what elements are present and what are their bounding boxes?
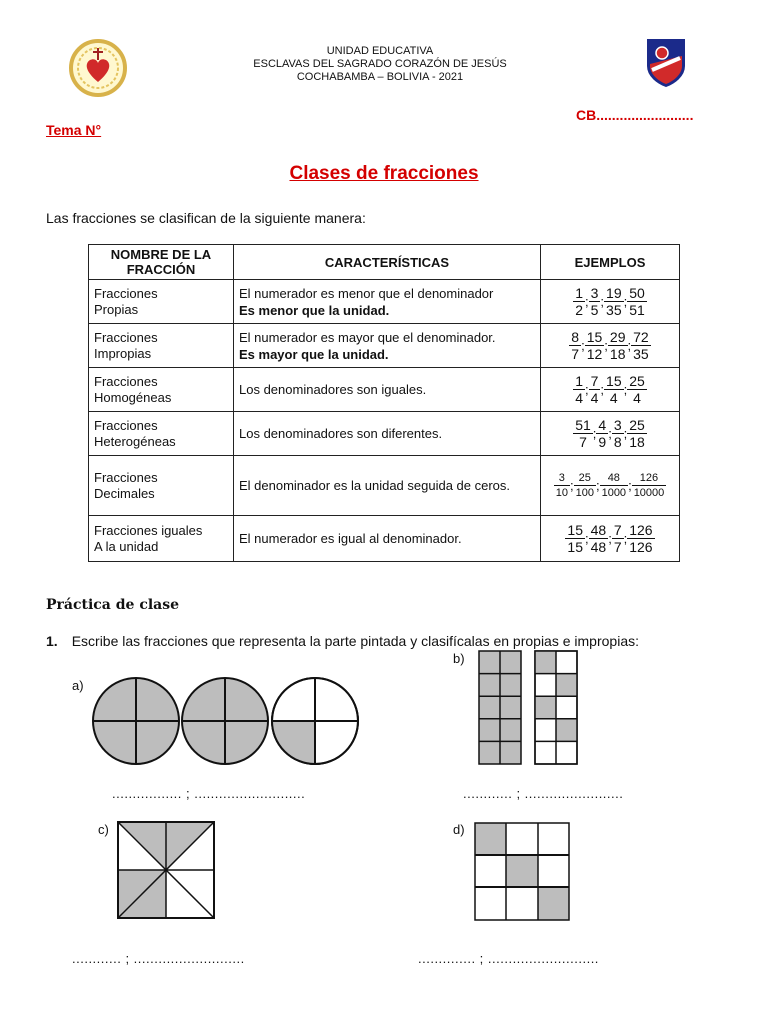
page-title: Clases de fracciones bbox=[289, 163, 479, 184]
numerator: 48 bbox=[600, 471, 628, 486]
characteristics-text: El denominador es la unidad seguida de ceros. bbox=[239, 478, 511, 493]
numerator: 15 bbox=[586, 329, 603, 345]
question-number: 1. bbox=[46, 633, 58, 649]
fraction-type-cell bbox=[89, 516, 234, 562]
denominator: 7 bbox=[571, 346, 580, 362]
denominator: 35 bbox=[606, 302, 622, 318]
fraction-type-line-2: Impropias bbox=[94, 345, 152, 361]
separator: ; bbox=[623, 531, 628, 546]
tema-label: Tema N° bbox=[46, 122, 102, 138]
numerator: 25 bbox=[574, 471, 596, 486]
separator: ; bbox=[569, 478, 574, 493]
table-row bbox=[89, 456, 680, 516]
fraction-type-cell bbox=[89, 280, 234, 324]
separator: ; bbox=[627, 338, 632, 353]
fraction-example bbox=[612, 417, 624, 450]
fraction-example bbox=[627, 417, 647, 450]
denominator: 1000 bbox=[601, 487, 627, 499]
grid-b-left bbox=[479, 651, 521, 764]
characteristics-text: El numerador es mayor que el denominador. bbox=[239, 329, 496, 345]
fraction-type-line-1: Fracciones bbox=[94, 373, 158, 389]
characteristics-cell bbox=[234, 324, 541, 368]
numerator: 19 bbox=[606, 285, 622, 301]
characteristics-text: Los denominadores son diferentes. bbox=[239, 426, 443, 441]
denominator: 7 bbox=[579, 434, 587, 450]
fraction-example bbox=[604, 373, 624, 406]
label-d: d) bbox=[453, 822, 465, 837]
numerator: 3 bbox=[554, 471, 570, 486]
separator: ; bbox=[584, 382, 589, 397]
fraction-example bbox=[573, 373, 585, 406]
fraction-type-line-1: Fracciones bbox=[94, 285, 158, 301]
denominator: 12 bbox=[586, 346, 603, 362]
label-c: c) bbox=[98, 822, 109, 837]
answer-c: ............ ; ........................... bbox=[72, 951, 245, 966]
denominator: 4 bbox=[609, 390, 618, 406]
characteristics-text: El numerador es menor que el denominador bbox=[239, 285, 494, 301]
numerator: 1 bbox=[575, 373, 583, 389]
separator: ; bbox=[608, 531, 612, 546]
table-row bbox=[89, 516, 680, 562]
circle-3 bbox=[272, 678, 358, 764]
table-row bbox=[89, 324, 680, 368]
numerator: 25 bbox=[629, 417, 645, 433]
separator: ; bbox=[600, 294, 605, 309]
numerator: 7 bbox=[590, 373, 599, 389]
fraction-example bbox=[589, 285, 601, 318]
examples-cell bbox=[541, 456, 680, 516]
denominator: 4 bbox=[575, 390, 583, 406]
header-line-2: ESCLAVAS DEL SAGRADO CORAZÓN DE JESÚS bbox=[253, 58, 507, 70]
fraction-example bbox=[627, 373, 647, 406]
figure-d-grid bbox=[474, 822, 570, 922]
question-1 bbox=[46, 633, 639, 649]
fractions-table bbox=[88, 244, 680, 562]
header-line-1: UNIDAD EDUCATIVA bbox=[326, 45, 434, 57]
characteristics-text: El numerador es igual al denominador. bbox=[239, 531, 462, 546]
characteristics-cell bbox=[234, 280, 541, 324]
separator: ; bbox=[623, 294, 628, 309]
numerator: 7 bbox=[613, 522, 622, 538]
school-crest-logo bbox=[68, 38, 128, 98]
separator: ; bbox=[584, 294, 589, 309]
fraction-type-line-2: Homogéneas bbox=[94, 389, 172, 405]
fraction-example bbox=[554, 471, 570, 500]
denominator: 5 bbox=[590, 302, 599, 318]
header-name: NOMBRE DE LA FRACCIÓN bbox=[89, 245, 234, 280]
fraction-type-line-2: Propias bbox=[94, 301, 139, 317]
answer-b: ............ ; ........................ bbox=[463, 786, 624, 801]
fraction-example bbox=[569, 329, 581, 362]
separator: ; bbox=[592, 426, 597, 441]
header-characteristics: CARACTERÍSTICAS bbox=[234, 245, 541, 280]
answer-a: ................. ; ........................... bbox=[112, 786, 306, 801]
numerator: 51 bbox=[575, 417, 591, 433]
characteristics-emphasis: Es menor que la unidad. bbox=[239, 302, 390, 318]
numerator: 126 bbox=[632, 471, 667, 486]
numerator: 4 bbox=[598, 417, 607, 433]
denominator: 10000 bbox=[633, 487, 665, 499]
label-a: a) bbox=[72, 678, 84, 693]
header-examples: EJEMPLOS bbox=[541, 245, 680, 280]
characteristics-cell bbox=[234, 456, 541, 516]
separator: ; bbox=[608, 426, 612, 441]
examples-cell bbox=[541, 280, 680, 324]
denominator: 2 bbox=[575, 302, 583, 318]
fraction-type-cell bbox=[89, 368, 234, 412]
table-header-row bbox=[89, 245, 680, 280]
separator: ; bbox=[595, 478, 600, 493]
denominator: 9 bbox=[598, 434, 607, 450]
denominator: 100 bbox=[575, 487, 594, 499]
numerator: 8 bbox=[571, 329, 580, 345]
fraction-example bbox=[612, 522, 624, 555]
grid-b-right bbox=[535, 651, 577, 764]
denominator: 10 bbox=[555, 487, 568, 499]
practice-heading: Práctica de clase bbox=[46, 597, 180, 613]
header-line-3: COCHABAMBA – BOLIVIA - 2021 bbox=[296, 71, 464, 83]
numerator: 15 bbox=[606, 373, 622, 389]
fraction-type-line-1: Fracciones bbox=[94, 417, 158, 433]
figure-c-square bbox=[117, 821, 215, 919]
numerator: 29 bbox=[609, 329, 626, 345]
separator: ; bbox=[584, 531, 589, 546]
fraction-example bbox=[627, 522, 654, 555]
examples-cell bbox=[541, 412, 680, 456]
fraction-example bbox=[596, 417, 608, 450]
fraction-example bbox=[585, 329, 605, 362]
examples-cell bbox=[541, 324, 680, 368]
table-row bbox=[89, 368, 680, 412]
fraction-example bbox=[631, 329, 651, 362]
fraction-type-line-1: Fracciones iguales bbox=[94, 522, 203, 538]
numerator: 3 bbox=[590, 285, 599, 301]
fraction-example bbox=[574, 471, 596, 500]
fraction-type-line-2: Heterogéneas bbox=[94, 433, 176, 449]
denominator: 126 bbox=[629, 539, 653, 555]
denominator: 48 bbox=[590, 539, 607, 555]
denominator: 35 bbox=[633, 346, 649, 362]
characteristics-text: Los denominadores son iguales. bbox=[239, 382, 427, 397]
separator: ; bbox=[623, 426, 628, 441]
examples-cell bbox=[541, 368, 680, 412]
separator: ; bbox=[628, 478, 632, 493]
denominator: 18 bbox=[629, 434, 645, 450]
separator: ; bbox=[604, 338, 608, 353]
school-shield-logo bbox=[640, 36, 692, 88]
fraction-example bbox=[604, 285, 624, 318]
characteristics-cell bbox=[234, 368, 541, 412]
examples-cell bbox=[541, 516, 680, 562]
numerator: 126 bbox=[629, 522, 653, 538]
table-row bbox=[89, 412, 680, 456]
fraction-example bbox=[608, 329, 628, 362]
denominator: 4 bbox=[633, 390, 641, 406]
denominator: 18 bbox=[609, 346, 626, 362]
question-text: Escribe las fracciones que representa la parte pintada y clasifícalas en propias e impropias: bbox=[71, 633, 639, 649]
school-header bbox=[180, 45, 580, 84]
numerator: 48 bbox=[590, 522, 607, 538]
fraction-type-line-2: Decimales bbox=[94, 485, 155, 501]
denominator: 4 bbox=[590, 390, 599, 406]
fraction-example bbox=[565, 522, 585, 555]
intro-text: Las fracciones se clasifican de la siguiente manera: bbox=[46, 210, 366, 226]
fraction-type-line-2: A la unidad bbox=[94, 538, 159, 554]
denominator: 15 bbox=[567, 539, 583, 555]
characteristics-cell bbox=[234, 412, 541, 456]
fraction-example bbox=[573, 285, 585, 318]
denominator: 51 bbox=[629, 302, 645, 318]
fraction-example bbox=[589, 522, 609, 555]
numerator: 25 bbox=[629, 373, 645, 389]
characteristics-cell bbox=[234, 516, 541, 562]
fraction-example bbox=[632, 471, 667, 500]
denominator: 8 bbox=[613, 434, 622, 450]
fraction-example bbox=[627, 285, 647, 318]
separator: ; bbox=[600, 382, 605, 397]
numerator: 1 bbox=[575, 285, 583, 301]
separator: ; bbox=[623, 382, 628, 397]
figure-a-circles bbox=[90, 676, 360, 766]
fraction-example bbox=[600, 471, 628, 500]
answer-d: .............. ; ........................... bbox=[418, 951, 599, 966]
fraction-example bbox=[573, 417, 593, 450]
figure-b-grids bbox=[478, 650, 580, 766]
fraction-type-cell bbox=[89, 412, 234, 456]
label-b: b) bbox=[453, 651, 465, 666]
fraction-type-cell bbox=[89, 456, 234, 516]
numerator: 15 bbox=[567, 522, 583, 538]
characteristics-emphasis: Es mayor que la unidad. bbox=[239, 346, 389, 362]
numerator: 50 bbox=[629, 285, 645, 301]
numerator: 3 bbox=[613, 417, 622, 433]
denominator: 7 bbox=[613, 539, 622, 555]
cb-field: CB......................... bbox=[576, 107, 694, 123]
fraction-example bbox=[589, 373, 601, 406]
circle-2 bbox=[182, 678, 268, 764]
numerator: 72 bbox=[633, 329, 649, 345]
separator: ; bbox=[581, 338, 585, 353]
table-row bbox=[89, 280, 680, 324]
circle-1 bbox=[93, 678, 179, 764]
fraction-type-line-1: Fracciones bbox=[94, 329, 158, 345]
fraction-type-cell bbox=[89, 324, 234, 368]
fraction-type-line-1: Fracciones bbox=[94, 469, 158, 485]
